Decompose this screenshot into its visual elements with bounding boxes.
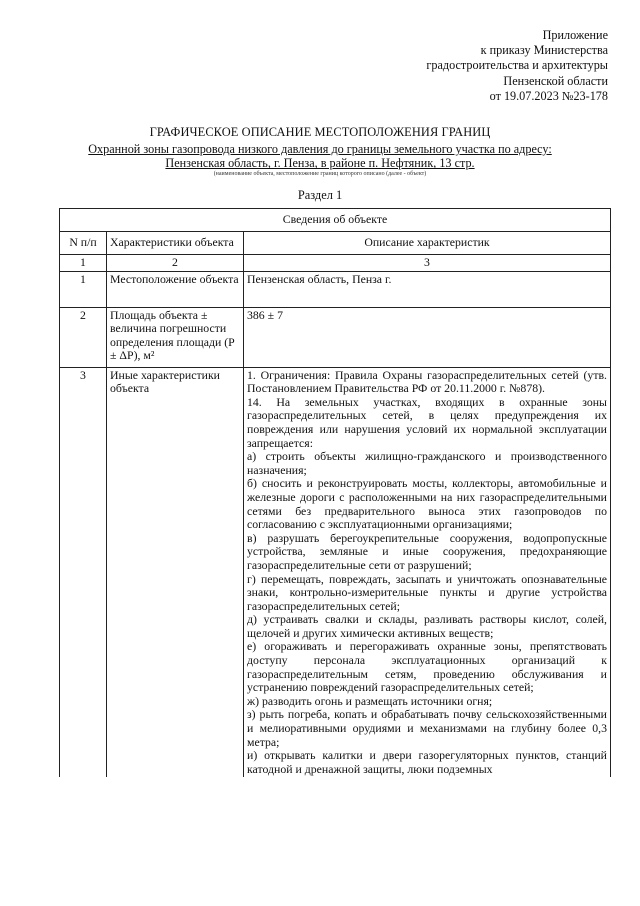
table-row <box>60 367 611 777</box>
subject-line: Пензенская область, г. Пенза, в районе п. Нефтяник, 13 стр. <box>165 156 475 171</box>
column-header: Характеристики объекта <box>107 232 244 255</box>
row-number: 2 <box>60 307 107 367</box>
table-header-row <box>60 232 611 255</box>
row-number: 3 <box>60 367 107 777</box>
appendix-line: к приказу Министерства <box>480 43 608 58</box>
appendix-line: градостроительства и архитектуры <box>426 58 608 73</box>
column-number: 2 <box>107 255 244 272</box>
row-characteristic: Площадь объекта ± величина погрешности определения площади (P ± ΔP), м² <box>107 307 244 367</box>
description-paragraph: е) огораживать и перегораживать охранные зоны, препятствовать доступу персонала эксплуатационных организаций к газораспределительным сетям, проведению обслуживания и устранению повреждений газораспределительных сетей; <box>247 639 607 695</box>
description-paragraph: д) устраивать свалки и склады, разливать растворы кислот, солей, щелочей и других химически активных веществ; <box>247 612 607 640</box>
description-paragraph: г) перемещать, повреждать, засыпать и уничтожать опознавательные знаки, контрольно-измерительные пункты и другие устройства газораспределительных сетей; <box>247 571 607 613</box>
row-description <box>244 271 611 307</box>
description-paragraph: 1. Ограничения: Правила Охраны газораспределительных сетей (утв. Постановлением Правительства РФ от 20.11.2000 г. №878). <box>247 367 607 396</box>
description-paragraph: 386 ± 7 <box>247 307 283 322</box>
section-heading: Раздел 1 <box>297 188 343 202</box>
column-header: Описание характеристик <box>244 232 611 255</box>
description-paragraph: Пензенская область, Пенза г. <box>247 271 392 286</box>
column-number: 3 <box>244 255 611 272</box>
object-info-table <box>59 208 611 777</box>
appendix-line: от 19.07.2023 №23-178 <box>489 88 608 103</box>
table-row <box>60 271 611 307</box>
appendix-block <box>348 28 608 104</box>
description-paragraph: в) разрушать берегоукрепительные сооружения, водопропускные устройства, земляные и иные сооружения, предохраняющие газораспределительные сети от разрушений; <box>247 530 607 572</box>
description-paragraph: з) рыть погреба, копать и обрабатывать почву сельскохозяйственными и мелиоративными орудиями и механизмами на глубину более 0,3 метра; <box>247 707 607 749</box>
row-characteristic: Местоположение объекта <box>107 271 244 307</box>
table-numbering-row <box>60 255 611 272</box>
subject-line: Охранной зоны газопровода низкого давления до границы земельного участка по адресу: <box>88 142 552 156</box>
row-characteristic: Иные характеристики объекта <box>107 367 244 777</box>
description-paragraph: 14. На земельных участках, входящих в охранные зоны газораспределительных сетей, в целях предупреждения их повреждения или нарушения условий их нормальной эксплуатации запрещается: <box>247 394 607 450</box>
description-paragraph: а) строить объекты жилищно-гражданского и производственного назначения; <box>247 449 607 477</box>
row-description <box>244 367 611 777</box>
object-subject <box>0 142 640 171</box>
column-header: N п/п <box>60 232 107 255</box>
row-number: 1 <box>60 271 107 307</box>
description-paragraph: и) открывать калитки и двери газорегуляторных пунктов, станций катодной и дренажной защиты, люки подземных <box>247 748 607 776</box>
appendix-line: Пензенской области <box>503 73 608 88</box>
appendix-line: Приложение <box>542 28 608 42</box>
description-paragraph: б) сносить и реконструировать мосты, коллекторы, автомобильные и железные дороги с расположенными на них газораспределительными сетями без предварительного выноса этих газопроводов по согласованию с эксплуатационными организациями; <box>247 476 607 532</box>
table-caption-row <box>60 209 611 232</box>
column-number: 1 <box>60 255 107 272</box>
row-description <box>244 307 611 367</box>
description-paragraph: ж) разводить огонь и размещать источники огня; <box>247 693 493 708</box>
subject-note: (наименование объекта, местоположение границ которого описано (далее - объект) <box>213 171 427 177</box>
table-row <box>60 307 611 367</box>
document-title: ГРАФИЧЕСКОЕ ОПИСАНИЕ МЕСТОПОЛОЖЕНИЯ ГРАНИЦ <box>149 125 491 139</box>
table-caption: Сведения об объекте <box>60 209 611 232</box>
